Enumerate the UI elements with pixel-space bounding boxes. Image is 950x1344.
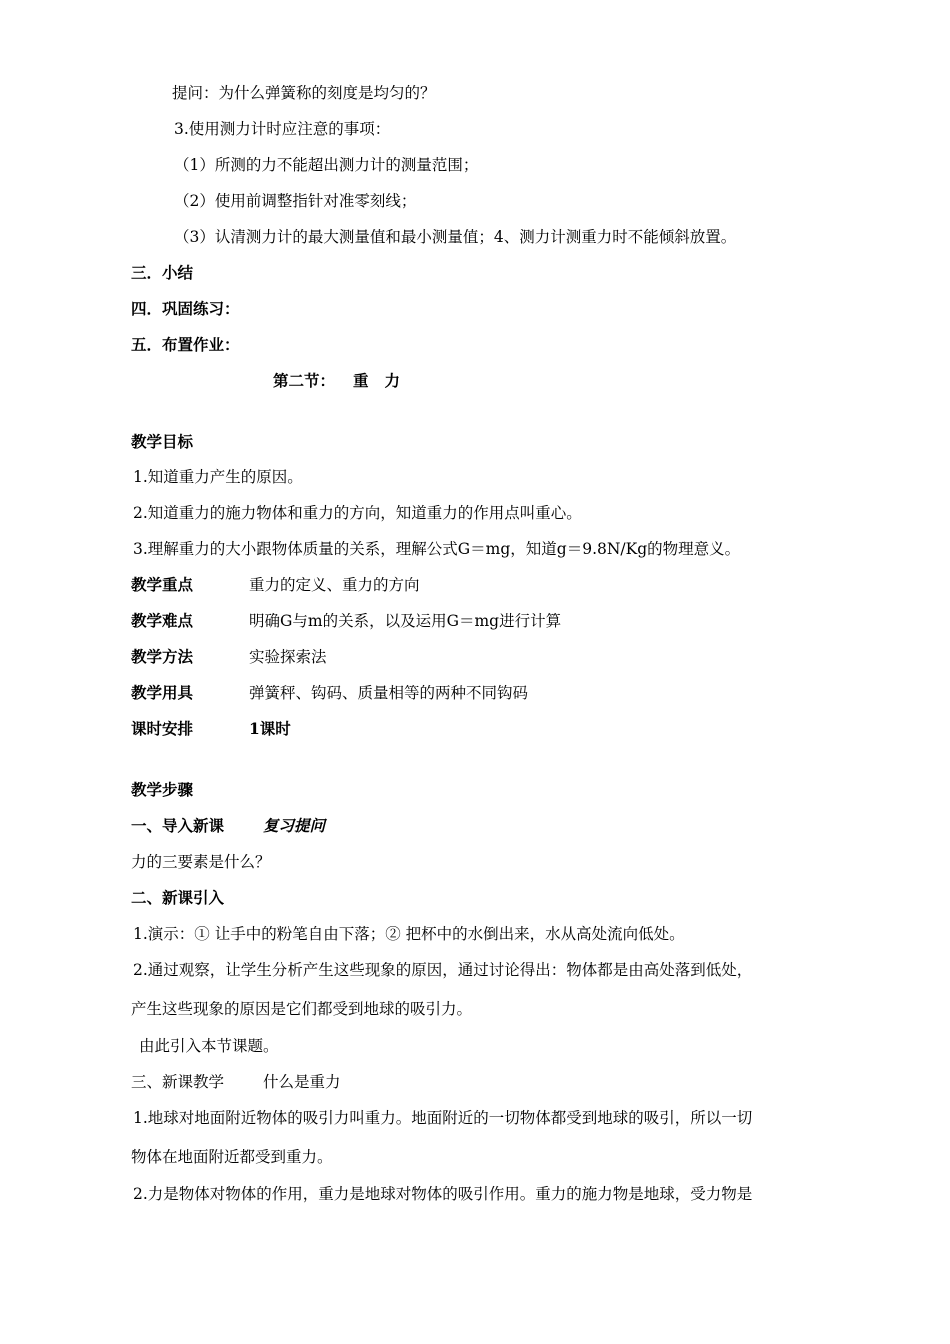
lesson-title-prefix: 第二节： [273, 371, 336, 390]
step2-paragraph-2b: 产生这些现象的原因是它们都受到地球的吸引力。 [131, 1000, 473, 1018]
objective-2: 2.知道重力的施力物体和重力的方向，知道重力的作用点叫重心。 [133, 504, 582, 522]
lesson-title-char1: 重 [353, 371, 369, 390]
step3-sub: 什么是重力 [263, 1073, 341, 1091]
step3-paragraph-1b: 物体在地面附近都受到重力。 [131, 1148, 333, 1166]
step2-paragraph-3: 由此引入本节课题。 [139, 1037, 279, 1055]
info-label-schedule: 课时安排 [131, 719, 194, 738]
info-label-difficulty: 教学难点 [131, 611, 194, 630]
heading-summary: 三．小结 [131, 263, 194, 282]
objective-1: 1.知道重力产生的原因。 [133, 468, 303, 486]
objective-3: 3.理解重力的大小跟物体质量的关系，理解公式G＝mg，知道g＝9.8N/Kg的物理意义。 [133, 540, 741, 558]
heading-practice: 四．巩固练习： [131, 299, 240, 318]
note-1-text: （1）所测的力不能超出测力计的测量范围； [174, 156, 479, 174]
note-3-text: （3）认清测力计的最大测量值和最小测量值；4、测力计测重力时不能倾斜放置。 [174, 228, 737, 246]
info-value-tools: 弹簧秤、钩码、质量相等的两种不同钩码 [249, 684, 529, 702]
step1-sub: 复习提问 [263, 816, 326, 835]
steps-heading: 教学步骤 [131, 780, 194, 799]
step2-heading: 二、新课引入 [131, 888, 225, 907]
info-label-focus: 教学重点 [131, 575, 194, 594]
step3-paragraph-1a: 1.地球对地面附近物体的吸引力叫重力。地面附近的一切物体都受到地球的吸引，所以一切 [133, 1109, 753, 1127]
question-text: 提问：为什么弹簧称的刻度是均匀的？ [172, 84, 436, 102]
step2-paragraph-2a: 2.通过观察，让学生分析产生这些现象的原因，通过讨论得出：物体都是由高处落到低处， [133, 961, 753, 979]
lesson-title-char2: 力 [384, 371, 401, 390]
step3-paragraph-2: 2.力是物体对物体的作用，重力是地球对物体的吸引作用。重力的施力物是地球，受力物是 [133, 1185, 753, 1203]
info-label-method: 教学方法 [131, 647, 194, 666]
step2-paragraph-1: 1.演示：① 让手中的粉笔自由下落；② 把杯中的水倒出来，水从高处流向低处。 [133, 925, 685, 943]
item-3-text: 3.使用测力计时应注意的事项： [174, 120, 391, 138]
step1-heading: 一、导入新课 [131, 816, 225, 835]
objectives-heading: 教学目标 [131, 432, 194, 451]
note-2-text: （2）使用前调整指针对准零刻线； [174, 192, 417, 210]
lesson-title [273, 371, 400, 391]
step1-question: 力的三要素是什么？ [131, 853, 271, 871]
info-value-focus: 重力的定义、重力的方向 [249, 576, 420, 594]
info-value-schedule: 1课时 [249, 719, 291, 738]
info-value-method: 实验探索法 [249, 648, 327, 666]
heading-homework: 五．布置作业： [131, 335, 240, 354]
info-value-difficulty: 明确G与m的关系，以及运用G＝mg进行计算 [249, 612, 562, 630]
info-label-tools: 教学用具 [131, 683, 194, 702]
step3-heading: 三、新课教学 [131, 1073, 225, 1091]
